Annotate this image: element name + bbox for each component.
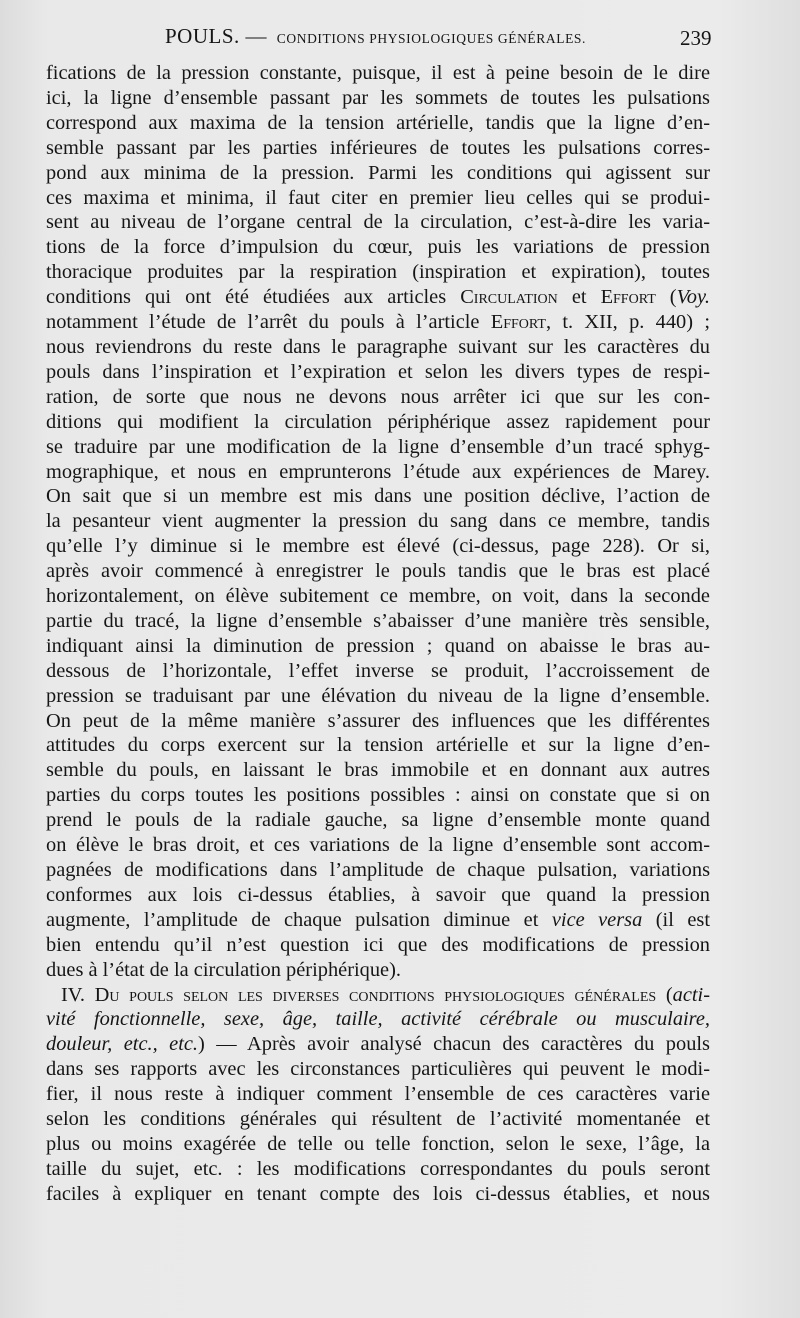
text-line: faciles à expliquer en tenant compte des lois ci-dessus établies, et nous: [46, 1182, 710, 1205]
italic-voy: Voy.: [676, 286, 710, 309]
section-subtitle: acti-: [672, 983, 710, 1006]
text-run: ) — Après avoir analysé chacun des caractères du pouls: [198, 1033, 710, 1056]
header-subtitle: CONDITIONS PHYSIOLOGIQUES GÉNÉRALES.: [276, 31, 587, 46]
text-line: dessous de l’horizontale, l’effet inverse se produit, l’accroissement de: [46, 659, 710, 682]
page-number: 239: [680, 26, 712, 50]
text-line: ici, la ligne d’ensemble passant par les sommets de toutes les pulsations: [46, 86, 710, 109]
header-title-main: POULS.: [165, 24, 240, 48]
text-line: [46, 310, 710, 335]
section-title: Du pouls selon les diverses conditions physiologiques générales: [94, 983, 657, 1006]
text-line: mographique, et nous en emprunterons l’étude aux expériences de Marey.: [46, 460, 710, 483]
text-run: , t. XII, p. 440) ;: [545, 311, 710, 334]
text-line: correspond aux maxima de la tension artérielle, tandis que la ligne d’en-: [46, 111, 710, 134]
text-run: (il est: [642, 908, 710, 931]
text-line: la pesanteur vient augmenter la pression du sang dans ce membre, tandis: [46, 510, 710, 533]
text-line: [46, 1032, 710, 1057]
text-run: (: [655, 286, 677, 309]
text-line: fier, il nous reste à indiquer comment l’ensemble de ces caractères varie: [46, 1083, 710, 1106]
text-line: partie du tracé, la ligne d’ensemble s’abaisser d’une manière très sensible,: [46, 609, 710, 632]
text-line: nous reviendrons du reste dans le paragraphe suivant sur les caractères du: [46, 335, 710, 358]
italic-vice-versa: vice versa: [551, 908, 643, 931]
body-text: [46, 61, 710, 1207]
text-line: [46, 908, 710, 933]
article-ref-effort: Effort: [490, 311, 546, 334]
text-line: semble passant par les parties inférieures de toutes les pulsations corres-: [46, 136, 710, 159]
text-line: semble du pouls, en laissant le bras immobile et en donnant aux autres: [46, 759, 710, 782]
text-line: ces maxima et minima, il faut citer en premier lieu celles qui se produi-: [46, 186, 710, 209]
text-line: indiquant ainsi la diminution de pression ; quand on abaisse le bras au-: [46, 634, 710, 657]
text-line: dans ses rapports avec les circonstances particulières qui peuvent le modi-: [46, 1058, 710, 1081]
text-line: [46, 285, 710, 310]
article-ref-circulation: Circulation: [460, 286, 558, 309]
text-line: prend le pouls de la radiale gauche, sa ligne d’ensemble monte quand: [46, 809, 710, 832]
text-line: tions de la force d’impulsion du cœur, puis les variations de pression: [46, 236, 710, 259]
text-line: attitudes du corps exercent sur la tension artérielle et sur la ligne d’en-: [46, 734, 710, 757]
section-number: IV.: [61, 983, 85, 1006]
text-line: plus ou moins exagérée de telle ou telle fonction, selon le sexe, l’âge, la: [46, 1132, 710, 1155]
text-run: notamment l’étude de l’arrêt du pouls à l’article: [46, 311, 491, 334]
text-line: ration, de sorte que nous ne devons nous arrêter ici que sur les con-: [46, 385, 710, 408]
text-line: On sait que si un membre est mis dans une position déclive, l’action de: [46, 485, 710, 508]
running-header: [0, 22, 800, 52]
text-run: augmente, l’amplitude de chaque pulsation diminue et: [46, 908, 552, 931]
text-run: (: [656, 983, 673, 1006]
text-line: dues à l’état de la circulation périphérique).: [46, 958, 401, 981]
text-line: pagnées de modifications dans l’amplitude de chaque pulsation, variations: [46, 859, 710, 881]
text-line: qu’elle l’y diminue si le membre est élevé (ci-dessus, page 228). Or si,: [46, 535, 710, 558]
text-line: parties du corps toutes les positions possibles : ainsi on constate que si on: [46, 784, 710, 807]
text-line: taille du sujet, etc. : les modifications correspondantes du pouls seront: [46, 1157, 710, 1180]
section-subtitle: douleur, etc., etc.: [46, 1033, 199, 1056]
text-line: fications de la pression constante, puisque, il est à peine besoin de le dire: [46, 62, 710, 84]
text-line: on élève le bras droit, et ces variations de la ligne d’ensemble sont accom-: [46, 834, 710, 857]
text-line: selon les conditions générales qui résultent de l’activité momentanée et: [46, 1108, 710, 1131]
text-line: se traduire par une modification de la ligne d’ensemble d’un tracé sphyg-: [46, 435, 710, 458]
text-line: bien entendu qu’il n’est question ici que des modifications de pression: [46, 933, 710, 956]
text-line: sent au niveau de l’organe central de la circulation, c’est-à-dire les varia-: [46, 211, 710, 234]
text-line: ditions qui modifient la circulation périphérique assez rapidement pour: [46, 410, 710, 433]
section-subtitle-line: vité fonctionnelle, sexe, âge, taille, activité cérébrale ou musculaire,: [46, 1008, 710, 1031]
text-line: On peut de la même manière s’assurer des influences que les différentes: [46, 709, 710, 732]
section-heading-line: [46, 983, 710, 1008]
text-line: pression se traduisant par une élévation du niveau de la ligne d’ensemble.: [46, 684, 710, 707]
text-run: et: [557, 286, 601, 309]
text-line: horizontalement, on élève subitement ce membre, on voit, dans la seconde: [46, 585, 710, 608]
header-title: [165, 24, 586, 49]
header-dash: —: [245, 24, 268, 48]
text-line: pond aux minima de la pression. Parmi les conditions qui agissent sur: [46, 161, 710, 184]
text-line: conformes aux lois ci-dessus établies, à savoir que quand la pression: [46, 883, 710, 906]
text-line: après avoir commencé à enregistrer le pouls tandis que le bras est placé: [46, 560, 710, 583]
text-line: pouls dans l’inspiration et l’expiration et selon les divers types de respi-: [46, 360, 710, 383]
article-ref-effort: Effort: [600, 286, 656, 309]
text-run: conditions qui ont été étudiées aux articles: [46, 286, 461, 309]
text-line: thoracique produites par la respiration (inspiration et expiration), toutes: [46, 261, 710, 284]
